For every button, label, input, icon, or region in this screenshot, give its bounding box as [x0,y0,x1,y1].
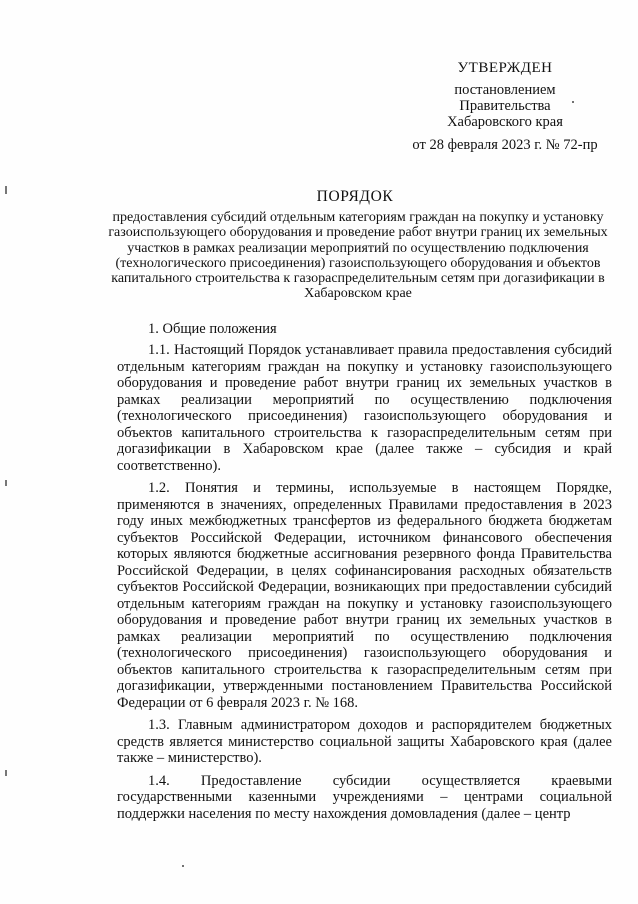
approval-stamp [400,60,610,153]
approval-line: Правительства [459,98,551,114]
paragraph: 1.3. Главным администратором доходов и распорядителем бюджетных средств является министерство социальной защиты Хабаровского края (далее также – министерство). [117,717,612,766]
approval-date: от 28 февраля 2023 г. № 72-пр [412,137,598,153]
section-heading: 1. Общие положения [148,321,277,337]
document-title: ПОРЯДОК [316,188,394,205]
approval-line: постановлением [454,82,556,98]
approval-line: Хабаровского края [447,114,563,130]
scan-edge-mark [5,480,7,486]
paragraph: 1.4. Предоставление субсидии осуществляется краевыми государственными казенными учреждениями – центрами социальной поддержки населения по месту нахождения домовладения (далее – центр [117,772,612,822]
document-subtitle: предоставления субсидий отдельным категориям граждан на покупку и установку газоиспользующего оборудования и проведение работ внутри границ их земельных участков в рамках реализации мероприятий по осуществлению подключения (технологического присоединения) газоиспользующего оборудования и объектов капитального строительства к газораспределительным сетям при догазификации в Хабаровском крае [108,210,608,302]
paragraph: 1.2. Понятия и термины, используемые в настоящем Порядке, применяются в значениях, определенных Правилами предоставления в 2023 году иных межбюджетных трансфертов из федерального бюджета бюджетам субъектов Российской Федерации, источником финансового обеспечения которых являются бюджетные ассигнования резервного фонда Правительства Российской Федерации, в целях софинансирования расходных обязательств субъектов Российской Федерации, возникающих при предоставлении субсидий отдельным категориям граждан на покупку и установку газоиспользующего оборудования и проведение работ внутри границ их земельных участков в рамках реализации мероприятий по осуществлению подключения (технологического присоединения) газоиспользующего оборудования и объектов капитального строительства к газораспределительным сетям при догазификации, утвержденными постановлением Правительства Российской Федерации от 6 февраля 2023 г. № 168. [117,480,612,711]
paragraph: 1.1. Настоящий Порядок устанавливает правила предоставления субсидий отдельным категориям граждан на покупку и установку газоиспользующего оборудования и проведение работ внутри границ их земельных участков в рамках реализации мероприятий по осуществлению подключения (технологического присоединения) газоиспользующего оборудования и объектов капитального строительства к газораспределительным сетям при догазификации в Хабаровском крае (далее также – субсидия и край соответственно). [117,342,612,474]
scan-edge-mark [5,770,7,776]
approval-title: УТВЕРЖДЕН [457,60,553,76]
section-body [117,342,612,822]
scan-speck [182,865,184,867]
